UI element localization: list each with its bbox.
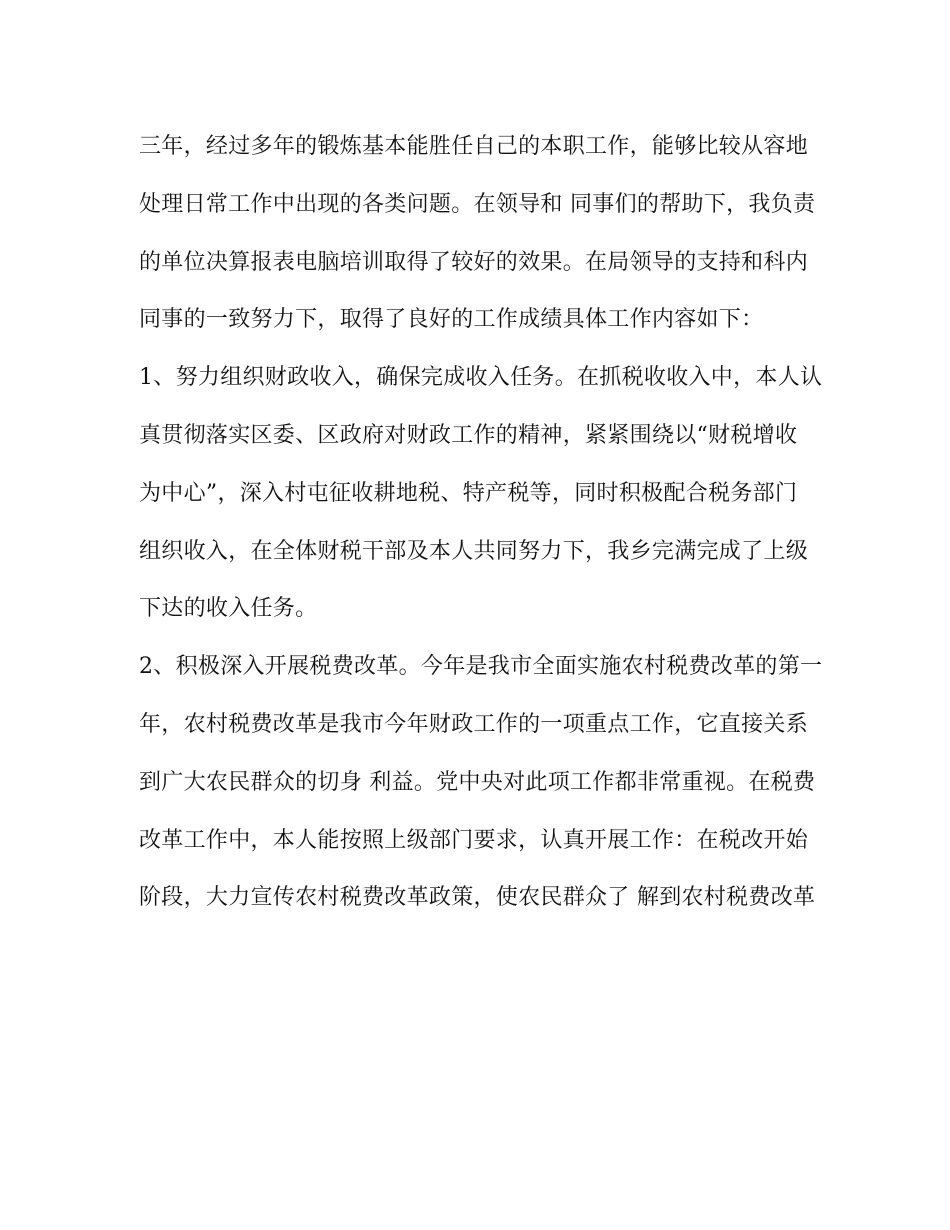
text-line: 改革工作中，本人能按照上级部门要求，认真开展工作：在税改开始 [139, 827, 809, 853]
text-line: 到广大农民群众的切身 利益。党中央对此项工作都非常重视。在税费 [139, 769, 816, 795]
text-line: 下达的收入任务。 [139, 596, 318, 622]
text-line: 同事的一致努力下，取得了良好的工作成绩具体工作内容如下： [139, 307, 764, 333]
text-line: 2、积极深入开展税费改革。今年是我市全面实施农村税费改革的第一 [139, 654, 823, 680]
text-line: 1、努力组织财政收入，确保完成收入任务。在抓税收收入中，本人认 [139, 365, 823, 391]
text-line: 年，农村税费改革是我市今年财政工作的一项重点工作，它直接关系 [139, 711, 809, 737]
text-line: 真贯彻落实区委、区政府对财政工作的精神，紧紧围绕以“财税增收 [139, 422, 798, 448]
text-line: 阶段，大力宣传农村税费改革政策，使农民群众了 解到农村税费改革 [139, 885, 816, 911]
text-line: 的单位决算报表电脑培训取得了较好的效果。在局领导的支持和科内 [139, 249, 809, 275]
document-body [139, 118, 823, 927]
text-line: 为中心”，深入村屯征收耕地税、特产税等，同时积极配合税务部门 [139, 480, 798, 506]
text-line: 组织收入，在全体财税干部及本人共同努力下，我乡完满完成了上级 [139, 538, 809, 564]
text-line: 处理日常工作中出现的各类问题。在领导和 同事们的帮助下，我负责 [139, 191, 816, 217]
text-line: 三年，经过多年的锻炼基本能胜任自己的本职工作，能够比较从容地 [139, 134, 809, 159]
